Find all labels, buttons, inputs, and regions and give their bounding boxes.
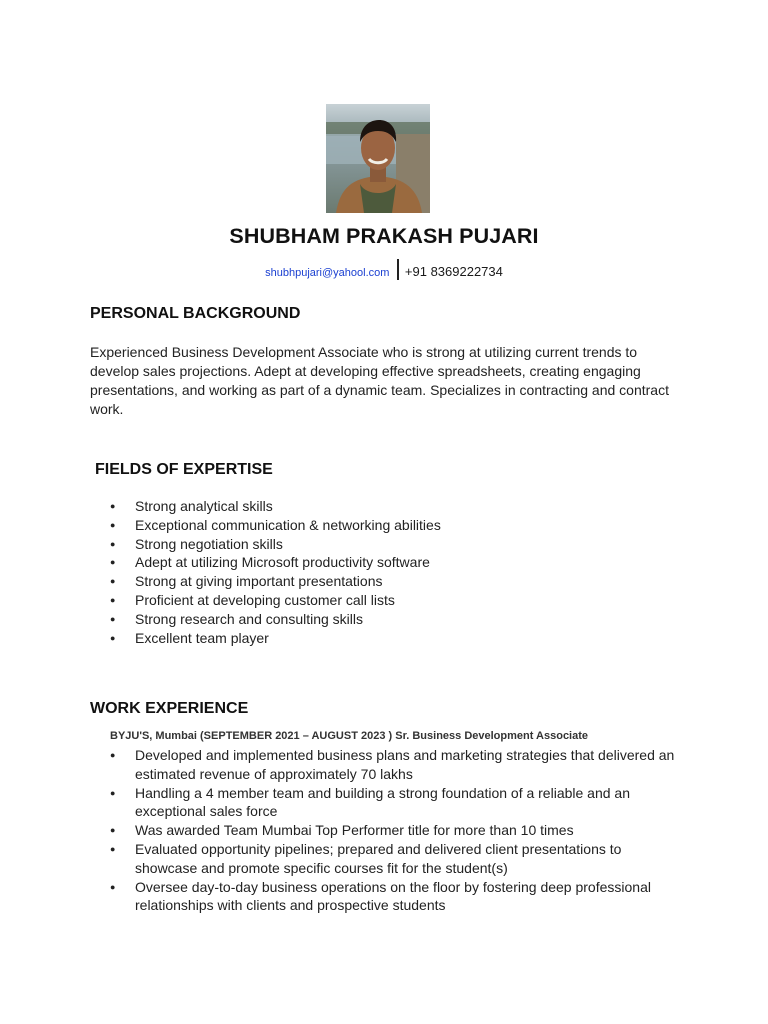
expertise-list (90, 497, 441, 647)
candidate-name: SHUBHAM PRAKASH PUJARI (229, 224, 539, 248)
list-item: ● Adept at utilizing Microsoft productivity software (90, 553, 441, 572)
list-item: ● Exceptional communication & networking abilities (90, 516, 441, 535)
list-item: ● Excellent team player (90, 629, 441, 648)
list-item: ● Strong research and consulting skills (90, 610, 441, 629)
background-heading: PERSONAL BACKGROUND (90, 305, 301, 322)
profile-photo-icon (326, 104, 430, 213)
contact-separator (397, 259, 399, 280)
list-item: ● Strong at giving important presentations (90, 572, 441, 591)
list-item: ● Evaluated opportunity pipelines; prepared and delivered client presentations to showcase and promote specific courses fit for the student(s) (90, 840, 680, 878)
email-link[interactable]: shubhpujari@yahool.com (265, 267, 390, 279)
expertise-heading: FIELDS OF EXPERTISE (95, 461, 273, 478)
list-item: ● Handling a 4 member team and building a strong foundation of a reliable and an exceptional sales force (90, 784, 680, 822)
list-item: ● Oversee day-to-day business operations on the floor by fostering deep professional relationships with clients and prospective students (90, 878, 680, 916)
job-title: BYJU'S, Mumbai (SEPTEMBER 2021 – AUGUST 2023 ) Sr. Business Development Associate (110, 730, 589, 742)
work-heading: WORK EXPERIENCE (90, 700, 249, 717)
contact-line (0, 258, 768, 287)
background-text: Experienced Business Development Associate who is strong at utilizing current trends to develop sales projections. Adept at developing effective spreadsheets, creating engaging presentations, and working as part of a dynamic team. Specializes in contracting and contract work. (90, 344, 669, 417)
list-item: ● Strong analytical skills (90, 497, 441, 516)
list-item: ● Proficient at developing customer call lists (90, 591, 441, 610)
phone-number: +91 8369222734 (404, 264, 503, 279)
list-item: ● Was awarded Team Mumbai Top Performer title for more than 10 times (90, 821, 680, 840)
list-item: ● Developed and implemented business plans and marketing strategies that delivered an estimated revenue of approximately 70 lakhs (90, 746, 680, 784)
work-list (90, 746, 680, 915)
profile-photo (326, 104, 430, 213)
list-item: ● Strong negotiation skills (90, 535, 441, 554)
